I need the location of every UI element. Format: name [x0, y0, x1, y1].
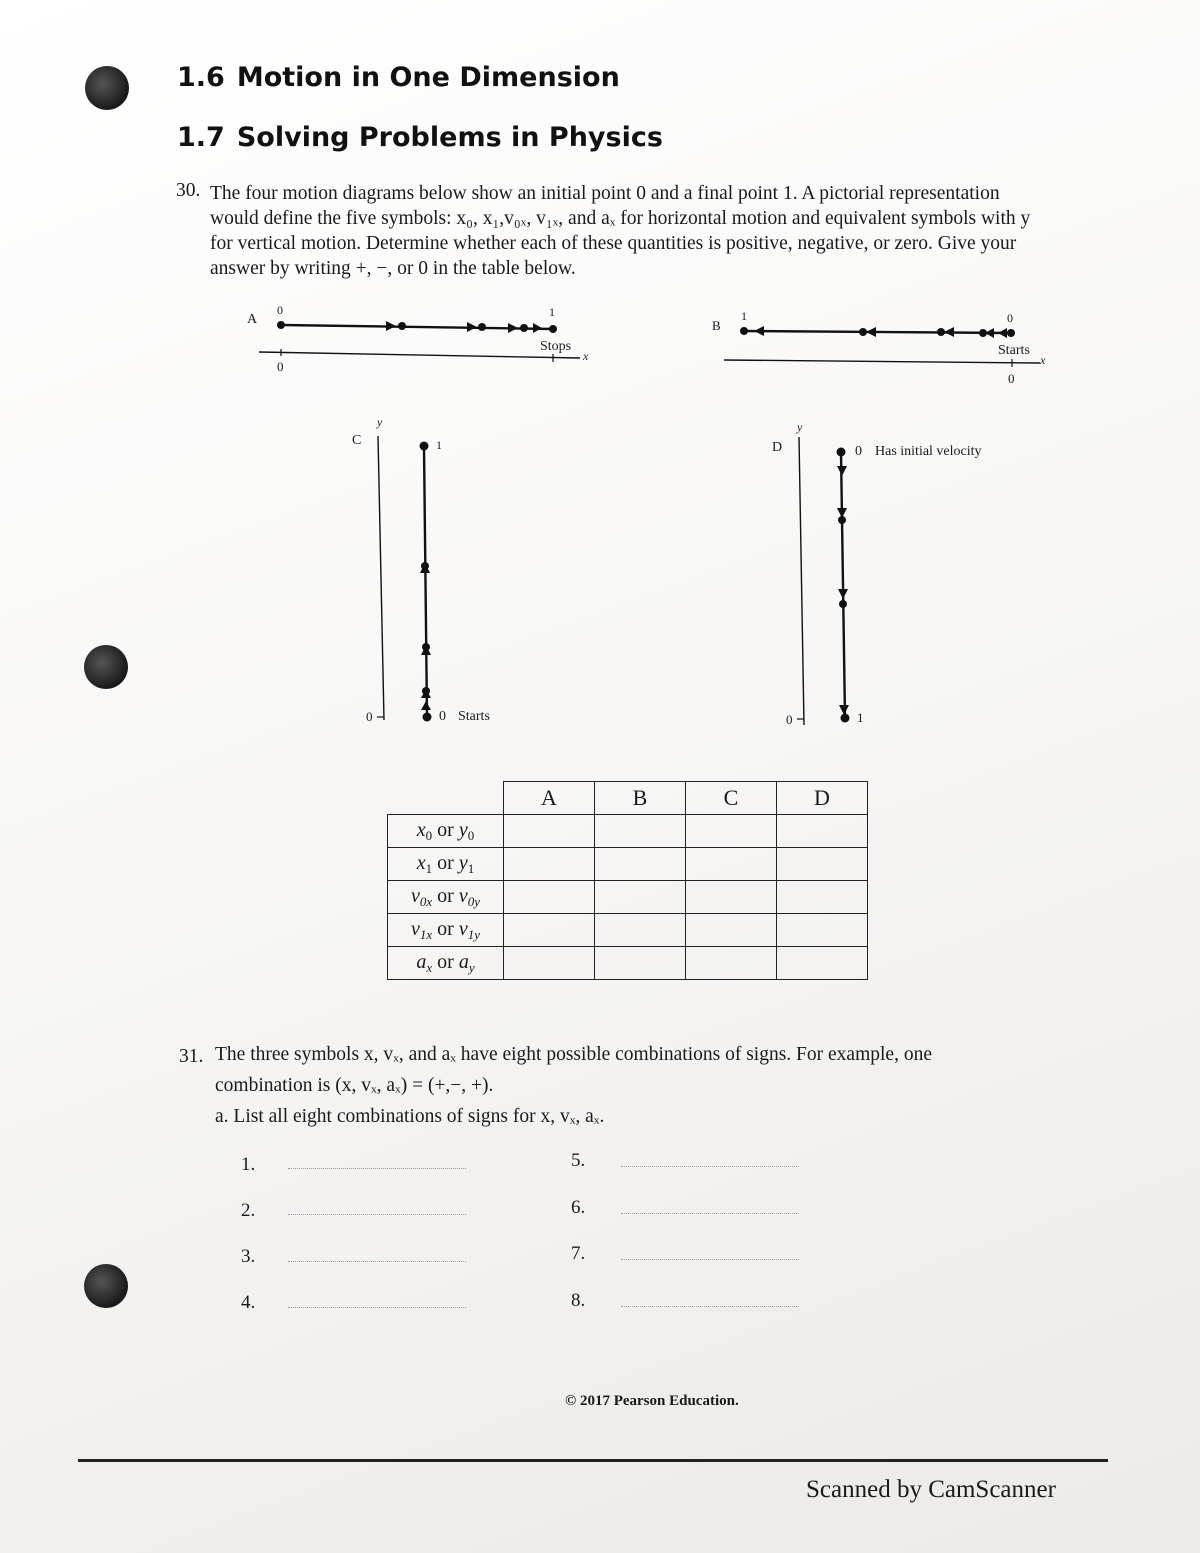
- answer-cell[interactable]: [777, 815, 868, 848]
- diagram-d-axis: [799, 437, 804, 725]
- table-row-label: $x_1$ or $y_1$: [388, 848, 504, 881]
- diagram-b-dot: [937, 328, 945, 336]
- diagram-d-end-label: 1: [857, 710, 864, 725]
- diagram-d-dot: [837, 448, 846, 457]
- answer-cell[interactable]: [686, 947, 777, 980]
- answer-cell[interactable]: [504, 914, 595, 947]
- diagram-c-dot: [422, 643, 430, 651]
- table-row-label: $v_{0x}$ or $v_{0y}$: [388, 881, 504, 914]
- answer-line[interactable]: [621, 1166, 799, 1167]
- diagram-d-dot: [839, 600, 847, 608]
- table-row-label: $a_x$ or $a_y$: [388, 947, 504, 980]
- diagram-d-note: Has initial velocity: [875, 444, 982, 459]
- answer-cell[interactable]: [777, 881, 868, 914]
- diagram-b-label: B: [712, 318, 721, 333]
- answer-cell[interactable]: [504, 947, 595, 980]
- diagram-c-axis-label: y: [377, 415, 383, 429]
- answer-item-number: 6.: [571, 1197, 586, 1218]
- answer-item-number: 1.: [241, 1154, 256, 1175]
- diagram-b-axis-label: x: [1040, 353, 1046, 367]
- diagram-c-origin-label: 0: [366, 709, 373, 724]
- question-30-line-4: answer by writing +, −, or 0 in the table below.: [210, 258, 576, 279]
- question-31-line-2: combination is (x, vₓ, aₓ) = (+,−, +).: [215, 1075, 494, 1096]
- answer-cell[interactable]: [595, 914, 686, 947]
- diagram-c: [377, 436, 432, 722]
- diagram-d-arrows: [837, 466, 849, 715]
- answer-cell[interactable]: [686, 815, 777, 848]
- diagram-a-note: Stops: [540, 339, 572, 354]
- answer-cell[interactable]: [777, 914, 868, 947]
- diagram-a-start-label: 0: [277, 303, 283, 317]
- diagram-c-start-label: 0: [439, 709, 446, 724]
- answer-line[interactable]: [621, 1213, 799, 1214]
- table-row: [388, 848, 868, 881]
- answer-item-number: 4.: [241, 1292, 256, 1313]
- answer-cell[interactable]: [504, 881, 595, 914]
- diagram-d-origin-label: 0: [786, 712, 793, 727]
- answer-cell[interactable]: [504, 848, 595, 881]
- answer-cell[interactable]: [595, 881, 686, 914]
- answer-cell[interactable]: [686, 881, 777, 914]
- diagram-b-end-label: 1: [741, 309, 747, 323]
- diagram-b-dot: [1007, 329, 1015, 337]
- answer-cell[interactable]: [504, 815, 595, 848]
- diagram-c-label: C: [352, 433, 362, 448]
- diagram-a-dot: [398, 322, 406, 330]
- diagram-a-axis: [259, 352, 580, 358]
- diagram-d-label: D: [772, 440, 783, 455]
- table-column-header: C: [686, 782, 777, 815]
- diagram-d-start-label: 0: [855, 444, 862, 459]
- diagram-b-axis: [724, 360, 1040, 363]
- diagram-a-axis-label: x: [583, 349, 589, 363]
- diagram-b-origin-label: 0: [1008, 371, 1015, 386]
- diagram-d-dot: [841, 714, 850, 723]
- diagram-b-path: [744, 331, 1011, 333]
- question-31-line-1: The three symbols x, vₓ, and aₓ have eight possible combinations of signs. For example, one: [215, 1044, 932, 1065]
- diagram-b-dot: [979, 329, 987, 337]
- answer-cell[interactable]: [595, 947, 686, 980]
- answer-cell[interactable]: [777, 848, 868, 881]
- table-column-header: D: [777, 782, 868, 815]
- table-row: [388, 947, 868, 980]
- diagram-c-axis: [378, 436, 384, 720]
- diagram-a-origin-label: 0: [277, 359, 284, 374]
- answer-cell[interactable]: [686, 914, 777, 947]
- answer-cell[interactable]: [595, 848, 686, 881]
- diagram-d-path: [841, 452, 845, 718]
- table-corner: [388, 782, 504, 815]
- answer-line[interactable]: [288, 1261, 466, 1262]
- question-31-part-a: a. List all eight combinations of signs for x, vₓ, aₓ.: [215, 1106, 605, 1127]
- answer-line[interactable]: [288, 1168, 466, 1169]
- question-30-line-2: would define the five symbols: x₀, x₁,v₀ₓ, v₁ₓ, and aₓ for horizontal motion and equivalent symbols with y: [210, 208, 1031, 229]
- diagram-b-start-label: 0: [1007, 311, 1013, 325]
- binder-hole-bottom: [84, 1264, 128, 1308]
- diagram-d-dot: [838, 516, 846, 524]
- diagram-a-dot: [549, 325, 557, 333]
- answer-cell[interactable]: [595, 815, 686, 848]
- question-30-line-3: for vertical motion. Determine whether each of these quantities is positive, negative, or zero. Give your: [210, 233, 1017, 254]
- table-row: [388, 881, 868, 914]
- diagram-a-dot: [478, 323, 486, 331]
- diagram-b: [724, 326, 1040, 367]
- table-column-header: B: [595, 782, 686, 815]
- table-header-row: [388, 782, 868, 815]
- table-row: [388, 815, 868, 848]
- answer-table: [387, 781, 868, 980]
- diagram-d-axis-label: y: [797, 420, 803, 434]
- question-31-number: 31.: [179, 1046, 204, 1067]
- question-30-number: 30.: [176, 180, 201, 201]
- diagram-a-dot: [277, 321, 285, 329]
- scanner-watermark: Scanned by CamScanner: [806, 1476, 1056, 1503]
- section-heading-1-7: 1.7 Solving Problems in Physics: [177, 122, 663, 153]
- diagram-a: [259, 321, 580, 362]
- table-row: [388, 914, 868, 947]
- answer-line[interactable]: [621, 1306, 799, 1307]
- copyright-notice: © 2017 Pearson Education.: [565, 1393, 739, 1409]
- diagram-d: [797, 437, 850, 725]
- answer-item-number: 7.: [571, 1243, 586, 1264]
- diagram-c-dot: [422, 687, 430, 695]
- diagram-c-note: Starts: [458, 709, 490, 724]
- diagram-c-end-label: 1: [436, 438, 442, 452]
- diagram-a-label: A: [247, 312, 258, 327]
- diagram-a-end-label: 1: [549, 305, 555, 319]
- diagram-c-dot: [423, 713, 432, 722]
- diagram-b-dot: [740, 327, 748, 335]
- answer-item-number: 2.: [241, 1200, 256, 1221]
- question-31-text: [215, 1042, 1065, 1098]
- answer-cell[interactable]: [777, 947, 868, 980]
- section-heading-1-6: 1.6 Motion in One Dimension: [177, 62, 620, 93]
- table-row-label: $v_{1x}$ or $v_{1y}$: [388, 914, 504, 947]
- answer-item-number: 5.: [571, 1150, 586, 1171]
- table-row-label: $x_0$ or $y_0$: [388, 815, 504, 848]
- answer-line[interactable]: [288, 1307, 466, 1308]
- answer-cell[interactable]: [686, 848, 777, 881]
- answer-line[interactable]: [621, 1259, 799, 1260]
- answer-line[interactable]: [288, 1214, 466, 1215]
- diagram-c-dot: [420, 442, 429, 451]
- diagram-a-dot: [520, 324, 528, 332]
- answer-item-number: 8.: [571, 1290, 586, 1311]
- answer-item-number: 3.: [241, 1246, 256, 1267]
- diagram-b-dot: [859, 328, 867, 336]
- question-30-line-1: The four motion diagrams below show an initial point 0 and a final point 1. A pictorial representation: [210, 183, 1000, 204]
- diagram-c-dot: [421, 562, 429, 570]
- bottom-rule: [78, 1459, 1108, 1462]
- table-column-header: A: [504, 782, 595, 815]
- diagram-c-path: [424, 447, 427, 717]
- diagram-b-note: Starts: [998, 343, 1030, 358]
